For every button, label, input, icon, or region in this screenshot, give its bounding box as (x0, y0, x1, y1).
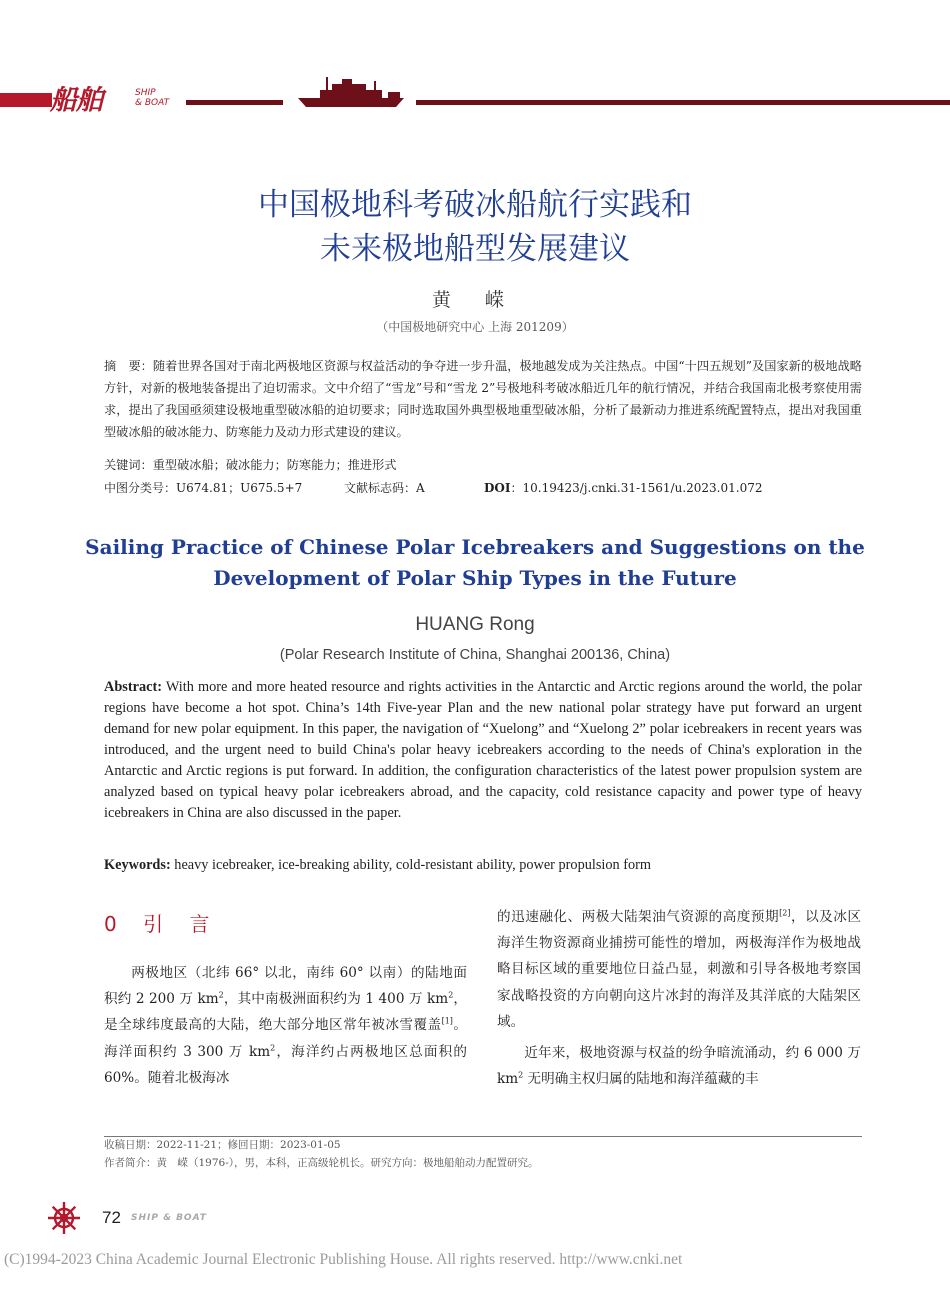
footnote-dates: 收稿日期：2022-11-21；修回日期：2023-01-05 (104, 1139, 341, 1151)
clc-code: 中图分类号：U674.81；U675.5+7 (104, 481, 303, 495)
superscript: 2 (218, 990, 224, 1000)
text-run: 两极地区（北纬 66° 以北，南纬 60° 以南）的陆地面积约 2 200 万 km (104, 965, 467, 1008)
superscript: 2 (270, 1043, 276, 1053)
en-title-line1: Sailing Practice of Chinese Polar Icebreakers and Suggestions on the (85, 535, 865, 559)
en-keywords (104, 855, 651, 876)
citation-ref: [1] (441, 1016, 453, 1026)
text-run: ，海洋约占两极地区总面积的 60%。随着北极海冰 (104, 1043, 467, 1086)
cn-title-line2: 未来极地船型发展建议 (320, 231, 630, 267)
en-keywords-label: Keywords: (104, 857, 171, 873)
en-title-line2: Development of Polar Ship Types in the Future (213, 566, 737, 590)
ships-wheel-icon (46, 1200, 82, 1236)
en-abstract-text: With more and more heated resource and rights activities in the Antarctic and Arctic regions around the world, the polar regions have become a hot spot. China’s 14th Five-year Plan and the new national polar strategy have put forward an urgent demand for new polar equipment. In this paper, the navigation of “Xuelong” and “Xuelong 2” polar icebreakers in recent years was introduced, and the urgent need to build China's polar heavy icebreakers according to the needs of China's exploration in the Antarctic and Arctic regions is put forward. In addition, the configuration characteristics of the latest power propulsion system are analyzed based on typical heavy polar icebreakers abroad, and the capacity, cold resistance capacity and power type of heavy icebreakers in China are also discussed in the paper. (104, 679, 862, 821)
body-column-right (497, 904, 861, 1092)
journal-logo-en-line2: & BOAT (135, 98, 170, 108)
paragraph (497, 1040, 861, 1092)
footnote-rule (104, 1136, 862, 1137)
ship-icon (296, 76, 408, 108)
en-abstract (104, 677, 862, 824)
superscript: 2 (448, 990, 454, 1000)
journal-logo-en-line1: SHIP (135, 88, 156, 98)
cn-title-line1: 中国极地科考破冰船航行实践和 (258, 187, 692, 223)
header-rule-left (186, 100, 283, 105)
footnote-author-bio: 作者简介：黄 嵘（1976-），男，本科，正高级轮机长。研究方向：极地船舶动力配置研究。 (104, 1157, 539, 1169)
text-run: 近年来，极地资源与权益的纷争暗流涌动，约 6 000 万 km (497, 1045, 861, 1088)
page-number: 72 (102, 1208, 121, 1227)
cn-author: 黄 嵘 (431, 289, 519, 311)
en-abstract-label: Abstract: (104, 679, 162, 695)
cn-affiliation: （中国极地研究中心 上海 201209） (376, 320, 574, 334)
paragraph (104, 960, 467, 1091)
cn-abstract-text: 随着世界各国对于南北两极地区资源与权益活动的争夺进一步升温，极地越发成为关注热点。中国“十四五规划”及国家新的极地战略方针，对新的极地装备提出了迫切需求。文中介绍了“雪龙”号和“雪龙 2”号极地科考破冰船近几年的航行情况，并结合我国南北极考察使用需求，提出了我国亟须建设极地重型破冰船的迫切要求；同时选取国外典型极地重型破冰船，分析了最新动力推进系统配置特点，提出对我国重型破冰船的破冰能力、防寒能力及动力形式建设的建议。 (104, 359, 862, 439)
en-title (0, 532, 950, 594)
header-rule-right (416, 100, 950, 105)
citation-ref: [2] (779, 908, 791, 918)
footer-brand: SHIP & BOAT (131, 1213, 207, 1223)
cn-title (0, 183, 950, 271)
cn-abstract (104, 355, 862, 443)
cn-classification (104, 477, 763, 499)
header-accent-bar (0, 93, 52, 107)
en-affiliation: (Polar Research Institute of China, Shanghai 200136, China) (279, 647, 671, 663)
text-run: ，其中南极洲面积约为 1 400 万 km (223, 991, 449, 1008)
copyright-notice: (C)1994-2023 China Academic Journal Electronic Publishing House. All rights reserved. http://www.cnki.net (4, 1251, 683, 1268)
superscript: 2 (518, 1070, 524, 1080)
paragraph (497, 904, 861, 1035)
text-run: 无明确主权归属的陆地和海洋蕴藏的丰 (523, 1071, 759, 1088)
cn-keywords-text: 重型破冰船；破冰能力；防寒能力；推进形式 (152, 458, 397, 472)
text-run: ，以及冰区海洋生物资源商业捕捞可能性的增加，两极海洋作为极地战略目标区域的重要地位日益凸显，刺激和引导各极地考察国家战略投资的方向朝向这片冰封的海洋及其洋底的大陆架区域。 (497, 909, 861, 1030)
text-run: 的迅速融化、两极大陆架油气资源的高度预期 (497, 909, 780, 925)
journal-logo-en (135, 88, 169, 108)
en-keywords-text: heavy icebreaker, ice-breaking ability, cold-resistant ability, power propulsion form (170, 857, 652, 873)
doi-label: DOI (484, 481, 511, 495)
cn-keywords-label: 关键词： (104, 458, 153, 472)
cn-keywords (104, 454, 397, 476)
section-heading: 0 引 言 (104, 912, 220, 936)
body-column-left (104, 960, 467, 1091)
document-code: 文献标志码：A (344, 481, 425, 495)
en-author: HUANG Rong (415, 614, 535, 635)
text-run: ，是全球纬度最高的大陆，绝大部分地区常年被冰雪覆盖 (104, 991, 468, 1034)
cn-abstract-label: 摘 要： (104, 359, 153, 373)
journal-logo-cn: 船舶 (50, 85, 102, 116)
doi-value: ：10.19423/j.cnki.31-1561/u.2023.01.072 (510, 481, 763, 495)
text-run: 。海洋面积约 3 300 万 km (104, 1017, 468, 1060)
